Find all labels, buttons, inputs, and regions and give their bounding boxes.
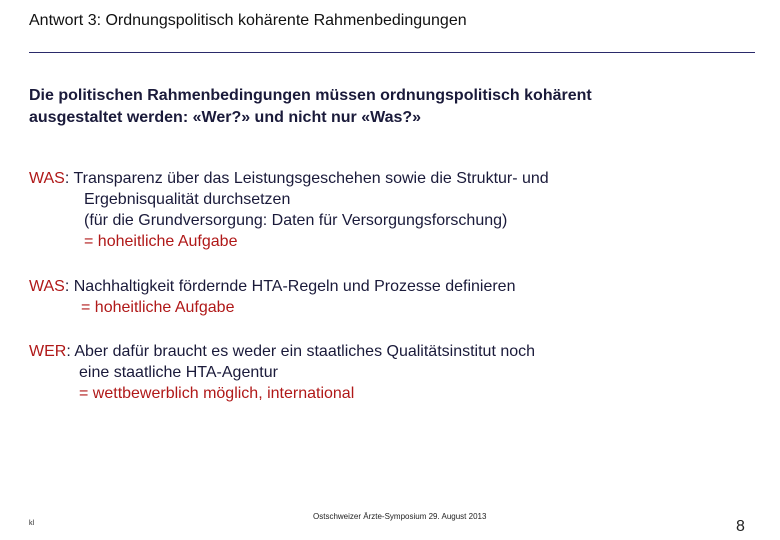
footer-event: Ostschweizer Ärzte-Symposium 29. August 2013 [313,512,487,521]
item-was-hta [29,276,515,318]
title-divider [29,52,755,53]
item-was-transparency [29,168,549,252]
item-2-text-1: : Nachhaltigkeit fördernde HTA-Regeln und Prozesse definieren [64,278,516,295]
lead-line-2: ausgestaltet werden: «Wer?» und nicht nur «Was?» [29,109,422,126]
item-3-text-1: : Aber dafür braucht es weder ein staatliches Qualitätsinstitut noch [66,343,536,360]
item-2-keyword: WAS [29,278,65,295]
item-2-result: = hoheitliche Aufgabe [81,299,235,316]
item-3-line-2: eine staatliche HTA-Agentur [79,364,278,381]
item-1-keyword: WAS [29,170,65,187]
item-3-keyword: WER [29,343,67,360]
item-1-line-3: (für die Grundversorgung: Daten für Versorgungsforschung) [84,212,508,229]
item-1-result: = hoheitliche Aufgabe [84,233,238,250]
item-1-line-2: Ergebnisqualität durchsetzen [84,191,291,208]
item-3-line-1 [29,341,535,362]
item-1-text-1: : Transparenz über das Leistungsgeschehen sowie die Struktur- und [64,170,549,187]
slide-title: Antwort 3: Ordnungspolitisch kohärente Rahmenbedingungen [29,12,467,29]
item-3-result: = wettbewerblich möglich, international [79,385,355,402]
item-wer [29,341,535,404]
page-number: 8 [736,518,745,535]
item-1-line-1 [29,168,549,189]
footer-initials: kl [29,520,35,527]
item-2-line-1 [29,276,515,297]
lead-statement [29,85,759,129]
lead-line-1: Die politischen Rahmenbedingungen müssen ordnungspolitisch kohärent [29,87,592,104]
